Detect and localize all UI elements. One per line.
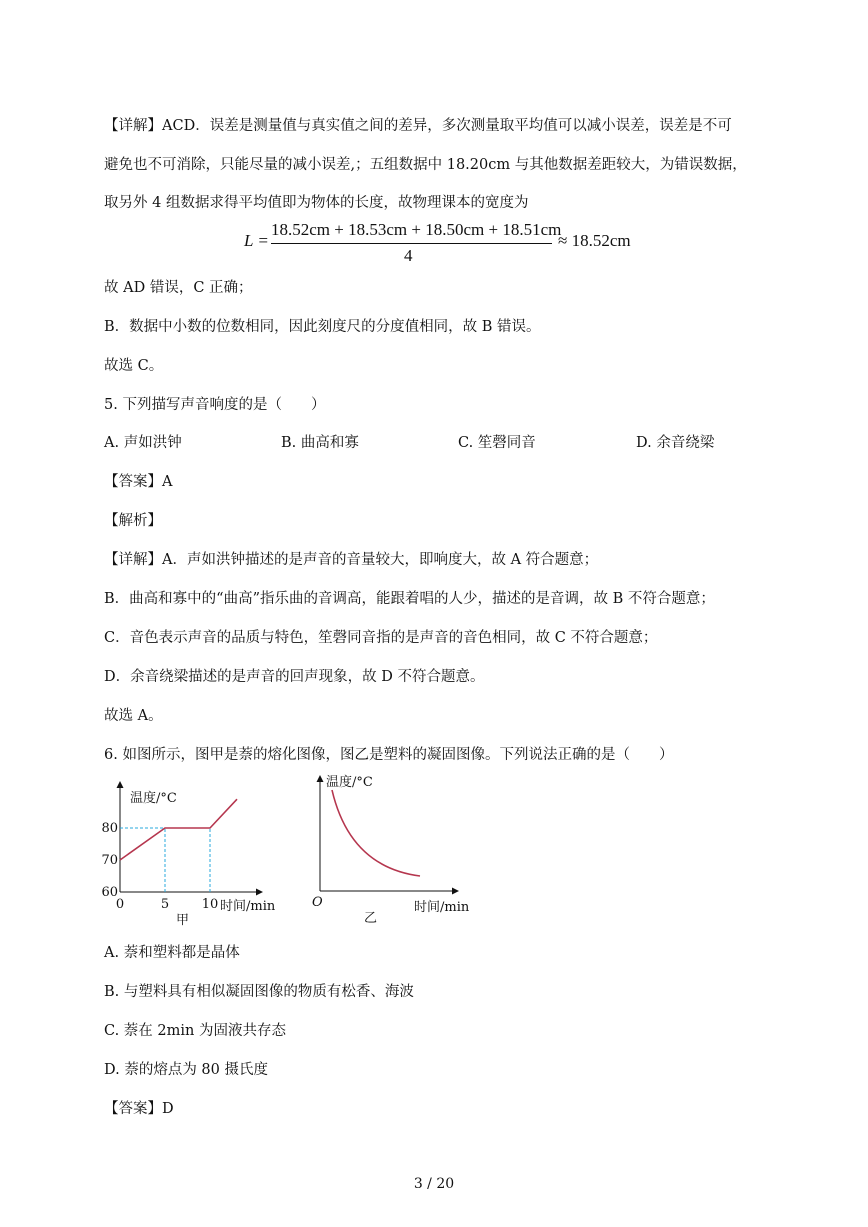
graph-jia-x-tick-label: 0 — [115, 897, 125, 912]
average-formula — [244, 220, 664, 268]
q5-option-c: C. 笙磬同音 — [458, 435, 536, 451]
graph-jia-y-tick-label: 80 — [101, 821, 118, 836]
q6-option-b: B. 与塑料具有相似凝固图像的物质有松香、海波 — [104, 984, 414, 1000]
page-number: 3 / 20 — [413, 1176, 455, 1192]
graph-jia-x-tick-label: 5 — [160, 897, 170, 912]
q6-stem: 6. 如图所示，图甲是萘的熔化图像，图乙是塑料的凝固图像。下列说法正确的是（ ） — [104, 747, 674, 763]
graph-yi-caption: 乙 — [364, 911, 378, 926]
q5-option-b: B. 曲高和寡 — [281, 435, 359, 451]
graph-yi-solidification-curve — [332, 790, 420, 876]
graph-jia-ylabel: 温度/°C — [130, 791, 177, 806]
q6-option-d: D. 萘的熔点为 80 摄氏度 — [104, 1062, 268, 1078]
formula-denominator: 4 — [404, 246, 413, 265]
q6-answer: 【答案】D — [104, 1101, 174, 1117]
graph-jia — [100, 772, 290, 927]
formula-result: ≈ 18.52cm — [558, 231, 631, 250]
q5-detail-line-2: B．曲高和寡中的“曲高”指乐曲的音调高，能跟着唱的人少，描述的是音调，故 B 不符合题意； — [104, 591, 715, 607]
graph-jia-melting-curve — [120, 799, 237, 860]
graph-yi-ylabel: 温度/°C — [326, 775, 373, 790]
q6-option-a: A. 萘和塑料都是晶体 — [104, 945, 240, 961]
q6-option-c: C. 萘在 2min 为固液共存态 — [104, 1023, 286, 1039]
q4-detail-line-1: 【详解】ACD．误差是测量值与真实值之间的差异，多次测量取平均值可以减小误差，误差是不可 — [104, 118, 732, 134]
q5-detail-line-1: 【详解】A．声如洪钟描述的是声音的音量较大，即响度大，故 A 符合题意； — [104, 552, 599, 568]
q4-conclusion: 故选 C。 — [104, 358, 164, 374]
graph-jia-y-tick-label: 70 — [101, 853, 118, 868]
q4-detail-line-4: 故 AD 错误，C 正确； — [104, 280, 253, 296]
graph-yi — [300, 772, 470, 926]
graph-jia-xlabel: 时间/min — [220, 899, 276, 914]
graph-jia-caption: 甲 — [176, 913, 190, 928]
q5-detail-line-4: D．余音绕梁描述的是声音的回声现象，故 D 不符合题意。 — [104, 669, 485, 685]
q4-detail-line-2: 避免也不可消除，只能尽量的减小误差,；五组数据中 18.20cm 与其他数据差距较大，为错误数据， — [104, 157, 747, 173]
q5-stem: 5. 下列描写声音响度的是（ ） — [104, 397, 326, 413]
q5-analysis-title: 【解析】 — [104, 513, 162, 529]
graph-jia-y-tick-label: 60 — [101, 885, 118, 900]
graph-yi-xlabel: 时间/min — [414, 900, 470, 915]
q5-option-a: A. 声如洪钟 — [104, 435, 182, 451]
formula-numerator: 18.52cm + 18.53cm + 18.50cm + 18.51cm — [271, 220, 562, 239]
q5-conclusion: 故选 A。 — [104, 708, 163, 724]
formula-lhs: L = — [244, 231, 269, 250]
graph-jia-x-tick-label: 10 — [201, 897, 219, 912]
q5-answer: 【答案】A — [104, 474, 173, 490]
q5-detail-line-3: C．音色表示声音的品质与特色，笙磬同音指的是声音的音色相同，故 C 不符合题意； — [104, 630, 658, 646]
q4-detail-line-5: B．数据中小数的位数相同，因此刻度尺的分度值相同，故 B 错误。 — [104, 319, 541, 335]
q4-detail-line-3: 取另外 4 组数据求得平均值即为物体的长度，故物理课本的宽度为 — [104, 195, 529, 211]
graph-yi-origin: O — [312, 895, 323, 910]
q5-option-d: D. 余音绕梁 — [636, 435, 715, 451]
fraction-bar — [271, 243, 552, 244]
